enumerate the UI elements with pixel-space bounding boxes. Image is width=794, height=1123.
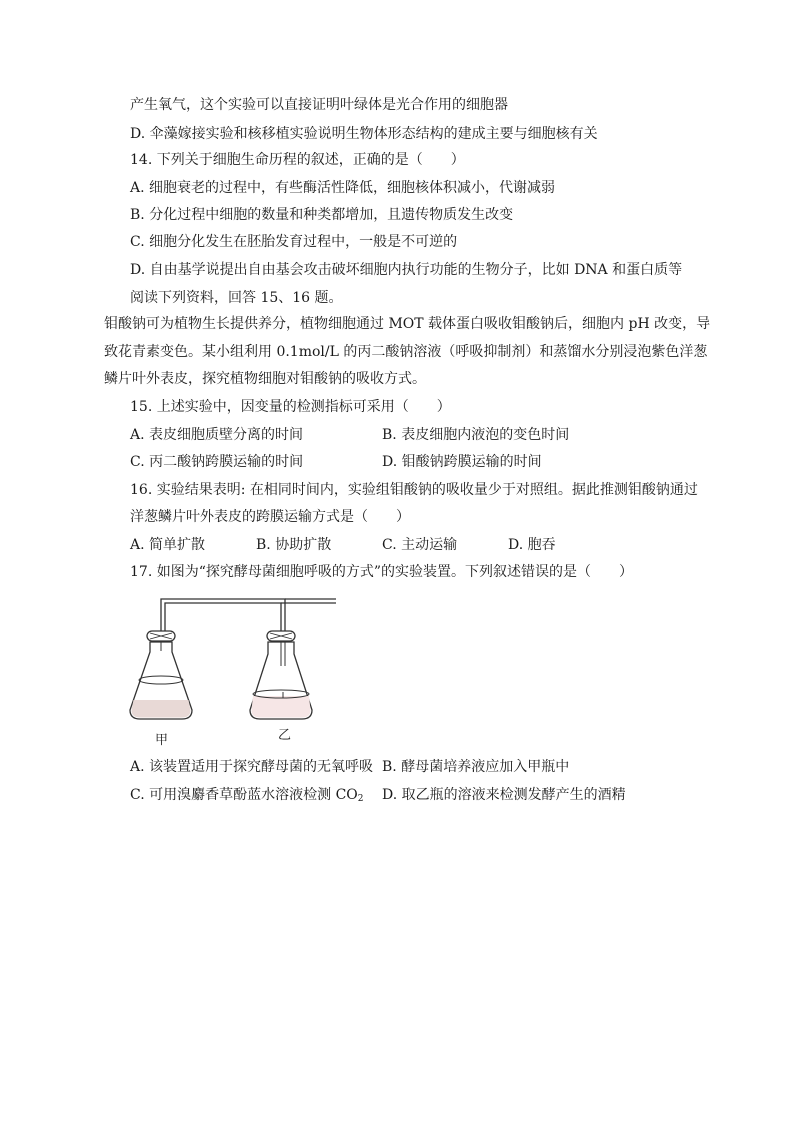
q16-option-b: B. 协助扩散: [256, 537, 332, 553]
q16-stem-line-1: 16. 实验结果表明: 在相同时间内，实验组钼酸钠的吸收量少于对照组。据此推测钼酸钠通过: [130, 482, 698, 498]
flask-yi-liquid: [252, 696, 311, 718]
q16-option-d: D. 胞吞: [508, 537, 556, 553]
flask-jia-liquid: [132, 700, 191, 718]
flask-yi: [250, 631, 312, 719]
connecting-tube-inner: [165, 603, 281, 634]
apparatus-drawing: [128, 596, 348, 731]
q14-option-c: C. 细胞分化发生在胚胎发育过程中，一般是不可逆的: [130, 234, 458, 250]
passage-line-2: 致花青素变色。某小组利用 0.1mol/L 的丙二酸钠溶液（呼吸抑制剂）和蒸馏水分别浸泡紫色洋葱: [104, 344, 708, 360]
yeast-respiration-apparatus: [128, 596, 348, 748]
q14-option-b: B. 分化过程中细胞的数量和种类都增加，且遗传物质发生改变: [130, 207, 514, 223]
flask-jia: [130, 631, 192, 719]
intro-option-d: D. 伞藻嫁接实验和核移植实验说明生物体形态结构的建成主要与细胞核有关: [130, 126, 598, 142]
passage-line-1: 钼酸钠可为植物生长提供养分，植物细胞通过 MOT 载体蛋白吸收钼酸钠后，细胞内 pH 改变，导: [104, 316, 711, 332]
q15-option-d: D. 钼酸钠跨膜运输的时间: [382, 454, 542, 470]
q17-option-a: A. 该装置适用于探究酵母菌的无氧呼吸: [130, 759, 374, 775]
flask-label-yi: 乙: [278, 728, 292, 743]
q17-stem: 17. 如图为“探究酵母菌细胞呼吸的方式”的实验装置。下列叙述错误的是（ ）: [130, 564, 634, 580]
reading-intro: 阅读下列资料，回答 15、16 题。: [130, 290, 343, 306]
connecting-tube-outer: [161, 599, 285, 634]
co2-subscript: 2: [357, 794, 364, 804]
q16-option-c: C. 主动运输: [382, 537, 458, 553]
q15-option-b: B. 表皮细胞内液泡的变色时间: [382, 427, 570, 443]
q15-option-c: C. 丙二酸钠跨膜运输的时间: [130, 454, 304, 470]
q14-option-a: A. 细胞衰老的过程中，有些酶活性降低，细胞核体积减小，代谢减弱: [130, 180, 556, 196]
q15-stem: 15. 上述实验中，因变量的检测指标可采用（ ）: [130, 399, 451, 415]
passage-line-3: 鳞片叶外表皮，探究植物细胞对钼酸钠的吸收方式。: [104, 371, 426, 387]
q16-stem-line-2: 洋葱鳞片叶外表皮的跨膜运输方式是（ ）: [130, 509, 410, 525]
q16-option-a: A. 简单扩散: [130, 537, 206, 553]
q17-option-c: [130, 785, 364, 809]
q17-option-c-text: C. 可用溴麝香草酚蓝水溶液检测 CO: [130, 787, 358, 803]
q17-option-b: B. 酵母菌培养液应加入甲瓶中: [382, 759, 570, 775]
q14-stem: 14. 下列关于细胞生命历程的叙述，正确的是（ ）: [130, 152, 465, 168]
q14-option-d: D. 自由基学说提出自由基会攻击破坏细胞内执行功能的生物分子，比如 DNA 和蛋白质等: [130, 262, 683, 278]
intro-line-1: 产生氧气，这个实验可以直接证明叶绿体是光合作用的细胞器: [130, 97, 508, 113]
flask-label-jia: 甲: [155, 733, 169, 748]
q15-option-a: A. 表皮细胞质壁分离的时间: [130, 427, 304, 443]
q17-option-d: D. 取乙瓶的溶液来检测发酵产生的酒精: [382, 787, 626, 803]
